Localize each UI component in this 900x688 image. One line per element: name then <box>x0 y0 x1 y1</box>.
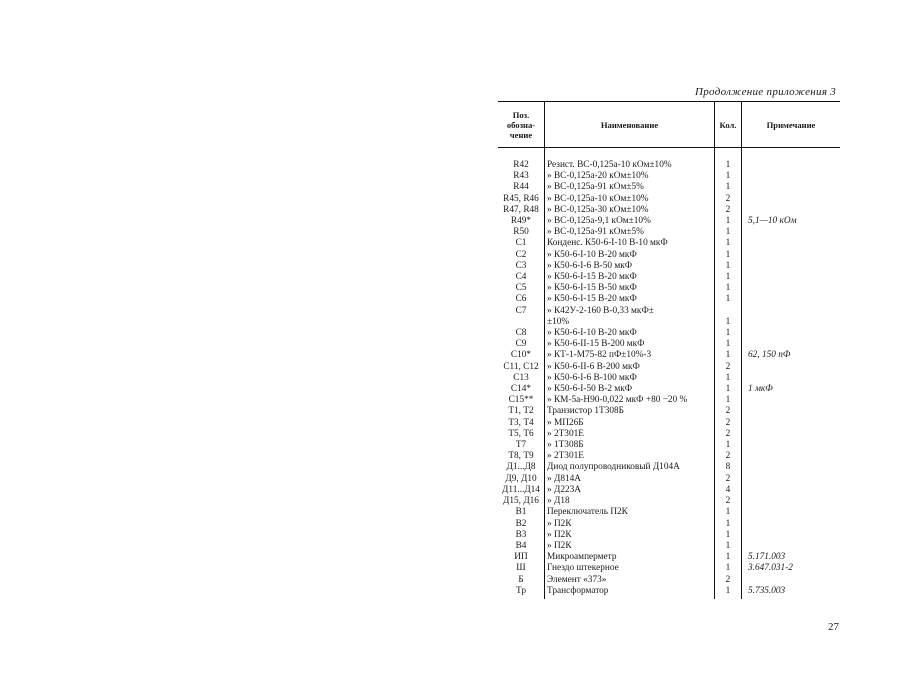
cell-note <box>742 507 841 518</box>
cell-note <box>742 339 841 350</box>
table-row <box>498 306 840 317</box>
cell-name: Элемент «373» <box>545 575 715 586</box>
table-row <box>498 485 840 496</box>
cell-note: 62, 150 пФ <box>742 350 841 361</box>
cell-position: R45, R46 <box>503 193 539 204</box>
cell-quantity: 4 <box>715 485 742 496</box>
cell-name: » К50-6-I-10 В-20 мкФ <box>545 328 715 339</box>
cell-name: » К50-6-I-50 В-2 мкФ <box>545 384 715 395</box>
cell-quantity: 1 <box>715 530 742 541</box>
cell-position: Д15, Д16 <box>503 496 539 507</box>
table-row <box>498 171 840 182</box>
cell-note <box>742 519 841 530</box>
cell-quantity: 2 <box>715 496 742 507</box>
cell-quantity: 1 <box>715 541 742 552</box>
cell-name: Диод полупроводниковый Д104А <box>545 462 715 473</box>
table-row <box>498 350 840 361</box>
cell-note <box>742 395 841 406</box>
cell-quantity: 2 <box>715 474 742 485</box>
cell-note <box>742 541 841 552</box>
cell-quantity: 1 <box>715 272 742 283</box>
cell-position: В4 <box>515 540 527 551</box>
cell-quantity: 1 <box>715 552 742 563</box>
table-row <box>498 272 840 283</box>
cell-name: » 1Т308Б <box>545 440 715 451</box>
cell-position: Д11...Д14 <box>502 484 540 495</box>
cell-name: » Д18 <box>545 496 715 507</box>
cell-position: Т1, Т2 <box>508 406 534 417</box>
cell-quantity: 2 <box>715 418 742 429</box>
cell-note <box>742 182 841 193</box>
table-row <box>498 227 840 238</box>
cell-quantity: 1 <box>715 395 742 406</box>
table-row <box>498 294 840 305</box>
cell-name: » П2К <box>545 530 715 541</box>
cell-note <box>742 283 841 294</box>
cell-position: Б <box>518 574 524 585</box>
col-header-position: Поз. обозна- чение <box>498 102 545 148</box>
cell-name: » К50-6-II-6 В-200 мкФ <box>545 362 715 373</box>
cell-note: 5.171.003 <box>742 552 841 563</box>
table-row <box>498 563 840 574</box>
cell-name: » ВС-0,125а-10 кОм±10% <box>545 194 715 205</box>
cell-quantity: 2 <box>715 406 742 417</box>
cell-position: Д1...Д8 <box>506 462 536 473</box>
cell-position: С7 <box>515 305 527 316</box>
cell-position: С5 <box>515 283 527 294</box>
cell-name: Резист. ВС-0,125а-10 кОм±10% <box>545 160 715 171</box>
cell-note <box>742 575 841 586</box>
spacer-row <box>498 148 840 161</box>
parts-list-table <box>498 101 840 599</box>
cell-note <box>742 171 841 182</box>
table-row <box>498 261 840 272</box>
cell-note <box>742 373 841 384</box>
cell-position: В3 <box>515 529 527 540</box>
cell-name: » Д814А <box>545 474 715 485</box>
cell-note: 1 мкФ <box>742 384 841 395</box>
cell-position: Т5, Т6 <box>508 428 534 439</box>
table-row <box>498 530 840 541</box>
cell-note <box>742 261 841 272</box>
table-row <box>498 496 840 507</box>
table-row <box>498 373 840 384</box>
cell-note <box>742 440 841 451</box>
table-row <box>498 384 840 395</box>
table-row <box>498 541 840 552</box>
cell-note <box>742 496 841 507</box>
cell-name: Микроамперметр <box>545 552 715 563</box>
cell-position: Т8, Т9 <box>508 451 534 462</box>
cell-note <box>742 160 841 171</box>
cell-position: С3 <box>515 260 527 271</box>
cell-position: R43 <box>513 171 529 182</box>
cell-position: В2 <box>515 518 527 529</box>
cell-note <box>742 294 841 305</box>
cell-position: ИП <box>514 552 528 563</box>
cell-name: » К42У-2-160 В-0,33 мкФ± <box>545 306 715 317</box>
cell-name: » П2К <box>545 541 715 552</box>
table-row <box>498 339 840 350</box>
cell-note <box>742 474 841 485</box>
table-row <box>498 283 840 294</box>
cell-note <box>742 194 841 205</box>
cell-note <box>742 462 841 473</box>
cell-quantity: 1 <box>715 182 742 193</box>
cell-note <box>742 530 841 541</box>
cell-quantity: 2 <box>715 575 742 586</box>
cell-position: R47, R48 <box>503 204 539 215</box>
table-row <box>498 317 840 328</box>
table-header <box>498 102 840 148</box>
cell-name: » К50-6-I-15 В-20 мкФ <box>545 272 715 283</box>
cell-position: С2 <box>515 249 527 260</box>
cell-note <box>742 429 841 440</box>
cell-name: » КТ-1-М75-82 пФ±10%-3 <box>545 350 715 361</box>
cell-position: В1 <box>515 507 527 518</box>
table-row <box>498 395 840 406</box>
cell-position: R44 <box>513 182 529 193</box>
table-row <box>498 462 840 473</box>
cell-name: » ВС-0,125а-91 кОм±5% <box>545 227 715 238</box>
cell-quantity: 1 <box>715 586 742 599</box>
cell-name: » МП26Б <box>545 418 715 429</box>
cell-note <box>742 272 841 283</box>
table-row <box>498 451 840 462</box>
cell-name: Конденс. К50-6-I-10 В-10 мкФ <box>545 238 715 249</box>
cell-quantity: 2 <box>715 205 742 216</box>
cell-quantity: 2 <box>715 451 742 462</box>
cell-name: » 2Т301Е <box>545 451 715 462</box>
page-heading: Продолжение приложения 3 <box>695 86 837 98</box>
cell-quantity: 1 <box>715 238 742 249</box>
cell-quantity: 1 <box>715 317 742 328</box>
cell-name: » К50-6-I-10 В-20 мкФ <box>545 250 715 261</box>
cell-quantity: 1 <box>715 250 742 261</box>
cell-quantity: 1 <box>715 563 742 574</box>
cell-quantity <box>715 306 742 317</box>
table-row <box>498 362 840 373</box>
cell-quantity: 1 <box>715 384 742 395</box>
cell-note <box>742 362 841 373</box>
cell-quantity: 1 <box>715 350 742 361</box>
table-row <box>498 406 840 417</box>
cell-quantity: 1 <box>715 283 742 294</box>
cell-position: С6 <box>515 294 527 305</box>
cell-name: ±10% <box>545 317 715 328</box>
cell-name: » ВС-0,125а-91 кОм±5% <box>545 182 715 193</box>
cell-note <box>742 485 841 496</box>
table-row <box>498 205 840 216</box>
cell-quantity: 1 <box>715 294 742 305</box>
cell-quantity: 1 <box>715 328 742 339</box>
cell-position: Д9, Д10 <box>505 473 537 484</box>
table-row <box>498 216 840 227</box>
table-row <box>498 418 840 429</box>
cell-position: R49* <box>510 216 532 227</box>
cell-quantity: 1 <box>715 440 742 451</box>
table-row <box>498 552 840 563</box>
col-header-name: Наименование <box>545 102 715 148</box>
table-row <box>498 160 840 171</box>
table-row <box>498 507 840 518</box>
cell-quantity: 2 <box>715 429 742 440</box>
cell-quantity: 1 <box>715 507 742 518</box>
cell-note <box>742 227 841 238</box>
cell-quantity: 1 <box>715 216 742 227</box>
cell-name: » ВС-0,125а-30 кОм±10% <box>545 205 715 216</box>
cell-note <box>742 250 841 261</box>
col-header-quantity: Кол. <box>715 102 742 148</box>
cell-position: С9 <box>515 339 527 350</box>
cell-quantity: 1 <box>715 373 742 384</box>
cell-name: » КМ-5а-Н90-0,022 мкФ +80 −20 % <box>545 395 715 406</box>
cell-note <box>742 406 841 417</box>
table-row <box>498 194 840 205</box>
table-row <box>498 474 840 485</box>
table-row <box>498 440 840 451</box>
cell-quantity: 8 <box>715 462 742 473</box>
table-row <box>498 250 840 261</box>
table-row <box>498 328 840 339</box>
cell-quantity: 1 <box>715 519 742 530</box>
cell-name: » Д223А <box>545 485 715 496</box>
cell-quantity: 1 <box>715 171 742 182</box>
cell-position: С15** <box>508 395 534 406</box>
cell-note <box>742 328 841 339</box>
cell-name: » К50-6-II-15 В-200 мкФ <box>545 339 715 350</box>
cell-quantity: 1 <box>715 261 742 272</box>
cell-position: С4 <box>515 272 527 283</box>
cell-note: 5,1—10 кОм <box>742 216 841 227</box>
cell-name: » К50-6-I-15 В-20 мкФ <box>545 294 715 305</box>
table-body <box>498 148 840 599</box>
cell-note <box>742 317 841 328</box>
cell-name: » ВС-0,125а-20 кОм±10% <box>545 171 715 182</box>
cell-position: С10* <box>510 350 532 361</box>
cell-note <box>742 306 841 317</box>
cell-name: » К50-6-I-6 В-100 мкФ <box>545 373 715 384</box>
cell-note: 5.735.003 <box>742 586 841 599</box>
cell-quantity: 1 <box>715 339 742 350</box>
cell-position: С8 <box>515 328 527 339</box>
cell-position: Т7 <box>515 440 527 451</box>
cell-name: Гнездо штекерное <box>545 563 715 574</box>
cell-note: 3.647.031-2 <box>742 563 841 574</box>
cell-position: Ш <box>516 563 526 574</box>
cell-quantity: 2 <box>715 362 742 373</box>
cell-position: С13 <box>513 372 529 383</box>
cell-note <box>742 205 841 216</box>
cell-note <box>742 418 841 429</box>
cell-name: Транзистор 1Т308Б <box>545 406 715 417</box>
cell-name: » К50-6-I-15 В-50 мкФ <box>545 283 715 294</box>
cell-quantity: 1 <box>715 227 742 238</box>
table-row <box>498 182 840 193</box>
cell-note <box>742 451 841 462</box>
table-row <box>498 519 840 530</box>
cell-position: R50 <box>513 227 529 238</box>
cell-position: С1 <box>515 238 527 249</box>
col-header-note: Примечание <box>742 102 841 148</box>
cell-name: » П2К <box>545 519 715 530</box>
table-row <box>498 575 840 586</box>
cell-note <box>742 238 841 249</box>
cell-name: Переключатель П2К <box>545 507 715 518</box>
cell-position: Т3, Т4 <box>508 417 534 428</box>
cell-position: С14* <box>510 384 532 395</box>
cell-position <box>498 317 545 328</box>
cell-position: R42 <box>513 160 529 170</box>
cell-name: Трансформатор <box>545 586 715 599</box>
cell-position: Тр <box>516 585 526 596</box>
table-row <box>498 586 840 599</box>
cell-name: » К50-6-I-6 В-50 мкФ <box>545 261 715 272</box>
table-row <box>498 429 840 440</box>
cell-quantity: 2 <box>715 194 742 205</box>
header-row <box>498 102 840 148</box>
cell-quantity: 1 <box>715 160 742 171</box>
table-row <box>498 238 840 249</box>
page-number: 27 <box>828 621 839 633</box>
cell-name: » ВС-0,125а-9,1 кОм±10% <box>545 216 715 227</box>
cell-position: С11, С12 <box>503 361 539 372</box>
cell-name: » 2Т301Е <box>545 429 715 440</box>
